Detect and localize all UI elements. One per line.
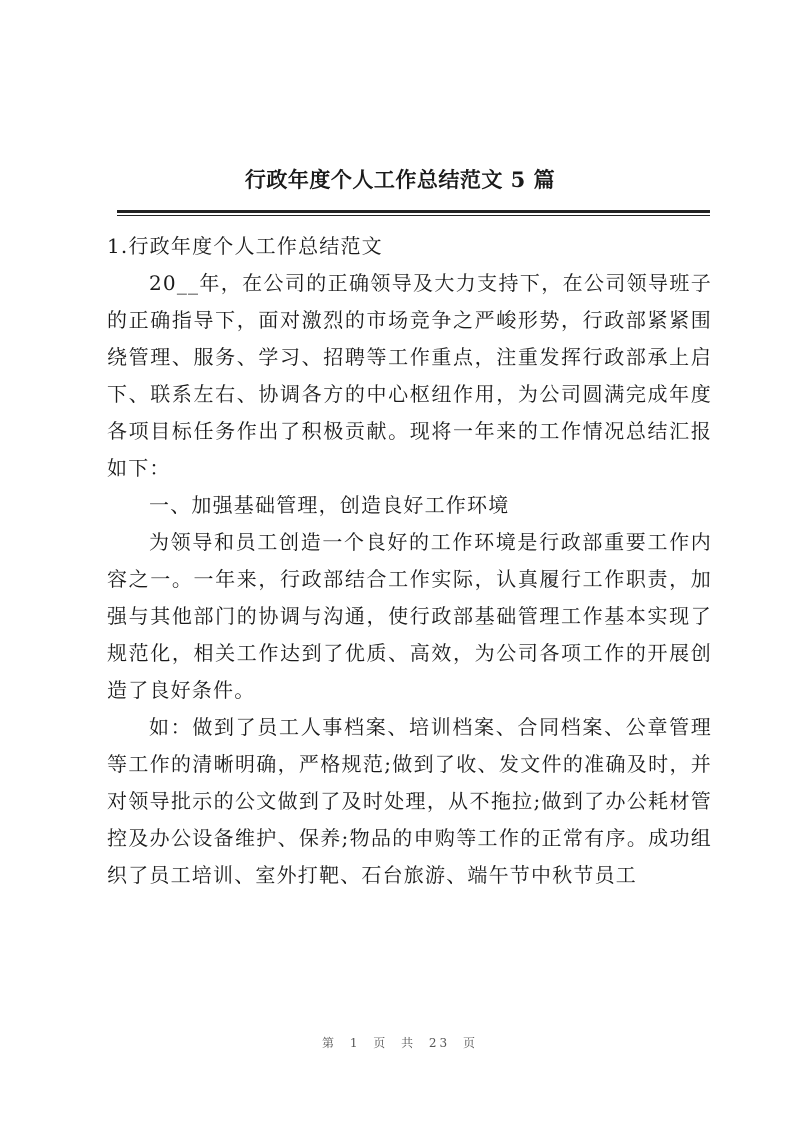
section-heading: 一、加强基础管理，创造良好工作环境 bbox=[149, 493, 510, 517]
title-rule-thick bbox=[117, 210, 710, 213]
article-heading: 1.行政年度个人工作总结范文 bbox=[107, 234, 383, 258]
page-number-footer: 第 1 页 共 23 页 bbox=[322, 1036, 478, 1050]
paragraph: 如：做到了员工人事档案、培训档案、合同档案、公章管理等工作的清晰明确，严格规范;做到了收、发文件的准确及时，并对领导批示的公文做到了及时处理，从不拖拉;做到了办公耗材管控及办公设备维护、保养;物品的申购等工作的正常有序。成功组织了员工培训、室外打靶、石台旅游、端午节中秋节员工 bbox=[107, 715, 712, 887]
document-body bbox=[107, 228, 712, 894]
paragraph: 20__年，在公司的正确领导及大力支持下，在公司领导班子的正确指导下，面对激烈的市场竞争之严峻形势，行政部紧紧围绕管理、服务、学习、招聘等工作重点，注重发挥行政部承上启下、联系左右、协调各方的中心枢纽作用，为公司圆满完成年度各项目标任务作出了积极贡献。现将一年来的工作情况总结汇报如下： bbox=[107, 271, 712, 480]
title-rule-thin bbox=[117, 215, 710, 216]
paragraph: 为领导和员工创造一个良好的工作环境是行政部重要工作内容之一。一年来，行政部结合工作实际，认真履行工作职责，加强与其他部门的协调与沟通，使行政部基础管理工作基本实现了规范化，相关工作达到了优质、高效，为公司各项工作的开展创造了良好条件。 bbox=[107, 530, 712, 702]
document-title: 行政年度个人工作总结范文 5 篇 bbox=[244, 167, 556, 192]
